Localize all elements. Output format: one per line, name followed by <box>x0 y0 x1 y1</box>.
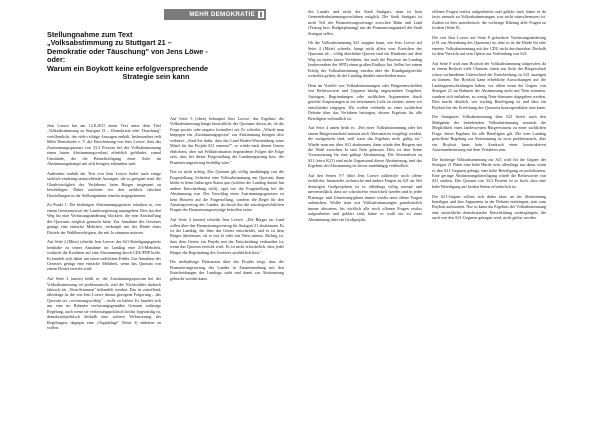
paragraph: Auf Seite 3 (oben) behauptet Jens Loewe, das Ergebnis der Volksabstimmung hänge hinsichtlich des Quorums davon ab, ob die Frage positiv oder negativ formuliert sei. Er schreibt: „Würde man hingegen ein „Zustimmungsgesetz" zur Abstimmung bringen, also verkürzt: „Sind Sie dafür, dass das Land Baden-Württemberg seine Mittel für das Projekt S21 einsetzt?", so würde nach diesen Gesetz ehrlichem, aber auf Fehlinformation begründeten Folgen die Folge sein, dass bei dieser Fragestellung die Landesregierung bzw. der Finanzierungsvertrag hinfällig wäre." <box>170 116 284 165</box>
paragraph: Auf Seite 2 (unten) heißt es, der Zustimmungsquorum bei der Volksabstimmung sei problematisch, weil die Nichtwähler dadurch faktisch als „Nein-Stimmen" behandelt werden. Das ist zutreffend, allerdings ist die von Jens Loewe daraus gezogene Folgerung – das Quorum sei „verfassungswidrig" – nicht zu halten. Es handelt sich um eine im Rahmen verfassungsgemäßer Grenzen zulässige Regelung, auch wenn sie verfassungspolitisch höchst fragwürdig ist, demokratiepolitisch deshalb eine weitere Verbesserung der Regelungen, dagegen eine „Organklage" (Seite 3) einleiten zu wollen. <box>47 276 161 331</box>
paragraph: Dem im Vorfeld von Volksabstimmungen oder Bürgerentscheiden von Befürwortern und Gegnern häufig angewandten Vorgehen, Aussagen, Begründungen oder sachlichen Argumenten durch gezielte Zuspitzungen in ein bestimmtes Licht zu rücken, treten wir entschieden entgegen. Wir wollen vielmehr zu einer sachlichen Debatte über das Verfahren beitragen, dessen Ergebnis für alle Beteiligten verbindlich ist. <box>308 82 422 121</box>
paragraph: Die Stuttgarter Volksabstimmung über S21 bietet nach den Maßgaben der bestehenden Volksabstimmung erstmals die Möglichkeit eines landesweiten Bürgervotums zu einer sachlichen Frage, deren Ergebnis für alle Beteiligten gilt. Die vom Landtag getroffene Regelung zur Abstimmung ist zwar problematisch, aber ein Boykott kann kein Ausdruck einer konstruktiven Auseinandersetzung mit dem Verfahren sein. <box>432 114 546 152</box>
paragraph: Zu Punkt 1: Die bisherigen Abstimmungsgesetze erlauben es, von einem Gesetzentwurf der Landesregierung auszugehen. Dies hat den Weg für eine Verfassungsänderung blockiert, die eine Abschaffung des Quorums möglich gemacht hätte. Zur Annahme des Gesetzes genügt eine einfache Mehrheit, verknüpft mit der Hürde eines Drittels der Wahlberechtigten, die mit Ja stimmen müssen. <box>47 202 161 235</box>
paragraph: Auf den Seiten 5-7 führt Jens Loewe zahlreiche noch offene rechtliche, finanzielle, technische und andere Fragen zu S21 an. Bei derartigen Großprojekten ist es allerdings völlig normal und unvermeidlich, dass sie schrittweise entwickelt werden und in jeder Planungs- und Umsetzungsphase immer wieder neue offene Fragen auftauchen. Wollte man mit Volksabstimmungen grundsätzlich immer abwarten, bis wirklich alle noch offenen Fragen restlos aufgearbeitet und geklärt sind, käme es wohl nie zu einer Abstimmung über ein Großprojekt. <box>308 172 422 222</box>
text-column-4 <box>432 9 546 419</box>
heading-line: Strategie sein kann <box>122 72 190 82</box>
paragraph: Jens Loewe hat am 12.8.2011 einen Text unter dem Titel „Volksabstimmung zu Stuttgart 21 – Demokratie oder Täuschung" veröffentlicht, der viele richtige Aussagen enthält. Insbesondere teilt Mehr Demokratie e. V. die Einschätzung von Jens Loewe, dass das Zustimmungsquorum von 33,3 Prozent bei der Volksabstimmung einen fairen Abstimmungsverlauf erheblich gefährdet, zumal Umstände, die die Benachteiligung einer Seite im Abstimmungskampf mit sich bringen, erkennbar sind. <box>47 123 161 167</box>
paragraph: Die mehrjährige Diskussion über das Projekt zeigt, dass der Finanzierungsvertrag des Landes in Zusammenhang mit den Entscheidungen des Landtags steht und damit zur Abstimmung gebracht werden kann. <box>170 259 284 281</box>
paragraph: offenen Fragen restlos aufgearbeitet und geklärt sind, käme es de facto niemals zu Volksabstimmungen, was nicht wünschenswert ist. Zudem ist dies unrealistisch, die vorherige Klärung aller Fragen zu fordern (Seite 8). <box>432 9 546 31</box>
heading-line: „Volksabstimmung zu Stuttgart 21 – <box>47 38 172 48</box>
document-heading <box>47 31 265 81</box>
paragraph: Ob die Volksabstimmung S21 stoppen kann, wie Jens Loewe auf Seite 4 (Mitte) schreibt, hängt nicht allein vom Erreichen des Quorums ab – völlig überhöhte Quoren sind ein Hindernis auf dem Weg zu einem fairen Verfahren, das auch die Prozesse im Landtag (insbesondere der SPD) einen großen Einfluss hat. Selbst bei einem Erfolg der Volksabstimmung würden aber die Kündigungsrechte weiterhin gelten, da der Landtag darüber entscheiden muss. <box>308 40 422 79</box>
paragraph: Die bisherige Volksabstimmung zur S21 wird für die Gegner der Stuttgart 21 Pläne eine hohe Hürde sein, allerdings nur dann, wenn es den S21-Gegnern gelingt, eine hohe Beteiligung zu mobilisieren. Eine geringe Abstimmungsbeteiligung würde die Befürworter von S21 stärken. Das Quorum von 33,3 Prozent ist so hoch, dass eine hohe Beteiligung auf beiden Seiten erforderlich ist. <box>432 156 546 189</box>
paragraph: Auf Seite 8 wird zum Boykott der Volksabstimmung aufgerufen, da in einem Boykott viele Chancen, einen aus Sicht der Bürgerschaft schon vorhandenen Unterschied der Entscheidung zu S21 anzeigen zu können. Ein Boykott kann erhebliche Auswirkungen auf die Landtagsentscheidungen haben, vor allem wenn die Gegner von Stuttgart 21 im Rahmen der Abstimmung nicht mit Nein stimmen, sondern sich enthalten, zu wenig Nein-Stimmen abgegeben werden. Dies macht deutlich, wie wichtig Beteiligung ist und dass ein Boykott bei der Erreichung des Quorums kontraproduktiv sein kann. <box>432 61 546 110</box>
paragraph: Außerdem enthält der Text von Jens Loewe leider auch einige sachlich eindeutig unzutreffende Aussagen, die so geeignet sind, die Glaubwürdigkeit des Verfahrens beim Bürger insgesamt zu beschädigen. Daher möchten wir den sachlich falschen Darstellungen in der Stellungnahme einzeln entgegentreten. <box>47 170 161 198</box>
text-column-2 <box>170 116 284 419</box>
mehr-demokratie-logo <box>164 9 266 20</box>
paragraph: Das ist nicht richtig. Das Quorum gilt völlig unabhängig von der Fragestellung. Scheitert eine Volksabstimmung am Quorum, dann bleibt es beim bisherigen Status quo (solches die Landtag darauf hin andere Entscheidung trifft), egal wie die Fragestellung bei der Abstimmung war. Der Vorschlag eines Zustimmungsgesetzes ist kein Hinweis auf die Fragestellung, sondern die Regel für den Ausstiegsvertrag des Landes, da durch ihn die ausstiegsrechtlichen Fragen der Finanzierungsverträge betroffen seien. <box>170 169 284 213</box>
text-column-3 <box>308 9 422 419</box>
heading-line: oder: <box>47 55 66 65</box>
logo-text: MEHR DEMOKRATIE <box>189 11 255 18</box>
heading-line: Warum ein Boykott keine erfolgversprechende <box>47 63 209 73</box>
paragraph: Auf Seite 2 (Mitte) schreibt Jens Loewe, das S21-Kündigungsgesetz beinhalte zu seiner Annahme im Landtag eine 2/3-Mehrheit, wodurch die Koalition auf eine Abstimmung durch CDU/FDP hoffe. Es handelt sich dabei um einen sachlichen Fehler. Zur Annahme des Gesetzes genügt eine einfache Mehrheit, wenn das Quorum von einem Drittel erreicht wird. <box>47 239 161 272</box>
heading-line: Stellungnahme zum Text <box>47 30 133 39</box>
heading-line: Demokratie oder Täuschung" von Jens Löwe - <box>47 46 208 56</box>
paragraph: Die S21-Gegner sollten sich daher aktiv an der Abstimmung beteiligen und ihre Argumente in der Debatte einbringen, statt zum Boykott aufzurufen. Nur so kann das Ergebnis der Volksabstimmung eine tatsächliche demokratische Entscheidung widerspiegeln, die auch von den S21-Gegnern getragen wird, nicht gelöst werden. <box>432 193 546 221</box>
logo-mark-icon <box>258 11 264 18</box>
paragraph: Die von Jens Loewe auf Seite 8 geforderte Verfassungsänderung (z.B. zur Absenkung des Quorums) ist, aber es ist die Hürde für eine erneute Volksabstimmung mit der CDU nicht durchsetzbar. Deshalb ist dem Verzicht auf sein Option zur Verbindung von S21. <box>432 35 546 57</box>
paragraph: des Landes und nicht der Stadt Stuttgart, dazu ist kein Gemeindeabstimmungsverfahren möglich. Die Stadt Stuttgart ist nicht Teil des Finanzierungsvertrags zwischen Bahn und Land (Vertrag bzw. Budgetplanung) nur der Finanzierungsanteil der Stadt Stuttgart selbst. <box>308 9 422 36</box>
paragraph: Auf Seite 4 (unten) schreibt Jens Loewe: „Die Bürger im Land sollen über den Finanzierungsvertrag für Stuttgart 21 abstimmen. Es ist der Landtag, der über das Gesetz entscheidet, und es ist dem Bürger überlassen, ob er mit Ja oder mit Nein stimmt. Richtig ist, dass dem Gesetz ein Projekt mit der Entscheidung verbunden ist, wenn das Quorum erreicht wird. Es ist nicht erforderlich, dass jeder Bürger die Begründung des Gesetzes ausführlich liest." <box>170 217 284 255</box>
paragraph: Auf Seite 4 unten heißt es: „Bei einer Volksabstimmung oder bei einem Bürgerentscheid müssen auch Alternativen vorgelegt werden, die sachgerecht sind, weil sonst das Ergebnis nicht gültig sei." Würde man nur über S21 abstimmen, dann würde den Bürgern nur die Wahl zwischen Ja und Nein gelassen. Dies ist aber keine Voraussetzung für eine gültige Abstimmung. Die Alternativen zu S21 (etwa K21) sind nicht Gegenstand dieser Abstimmung, und das Ergebnis der Abstimmung ist davon unabhängig verbindlich. <box>308 125 422 169</box>
text-column-1 <box>47 123 161 419</box>
